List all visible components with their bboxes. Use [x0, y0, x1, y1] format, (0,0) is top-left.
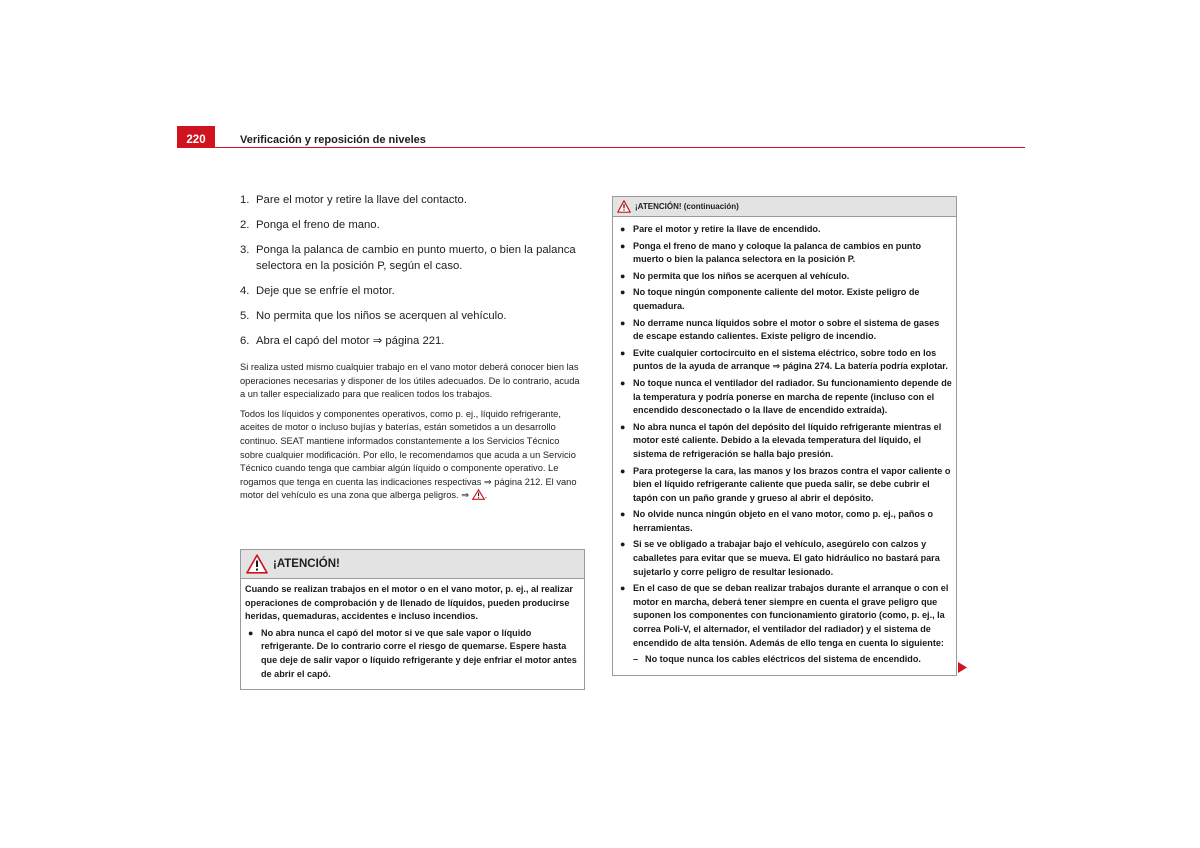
warning-body: [613, 217, 956, 672]
step-number: 5.: [240, 310, 250, 322]
warning-bullet: [617, 270, 952, 284]
warning-bullet-text: Si se ve obligado a trabajar bajo el vehículo, asegúrelo con calzos y caballetes para evitar que se mueva. El gato hidráulico no bastará para sujetarlo y corre peligro de resultar lesionado.: [633, 539, 940, 577]
procedure-steps: [240, 192, 585, 349]
warning-body: [241, 579, 584, 689]
warning-bullet: [617, 240, 952, 267]
warning-bullet-text: No abra nunca el capó del motor si ve que sale vapor o líquido refrigerante. De lo contrario corre el riesgo de quemarse. Espere hasta que deje de salir vapor o líquido refrigerante y deje enfriar el motor antes de abrir el capó.: [261, 627, 577, 679]
bullet-icon: ●: [620, 240, 626, 251]
step-number: 2.: [240, 219, 250, 231]
warning-subitem: [617, 653, 952, 667]
warning-box-header: [613, 197, 956, 217]
warning-bullet-text: No olvide nunca ningún objeto en el vano motor, como p. ej., paños o herramientas.: [633, 509, 934, 533]
warning-box-header: [241, 550, 584, 579]
step-text: Pare el motor y retire la llave del contacto.: [256, 194, 467, 206]
section-title: Verificación y reposición de niveles: [240, 134, 426, 146]
warning-bullet-text: Evite cualquier cortocircuito en el sistema eléctrico, sobre todo en los puntos de la ayuda de arranque ⇒ página 274. La batería podría explotar.: [633, 347, 948, 372]
warning-bullet: [617, 538, 952, 579]
warning-bullet: [617, 377, 952, 418]
warning-bullet-text: Para protegerse la cara, las manos y los brazos contra el vapor caliente o bien el líquido refrigerante caliente que pueda salir, se debe cubrir el tapón con un paño grande y grueso al abrir el depósito.: [633, 465, 951, 503]
warning-bullet-text: Ponga el freno de mano y coloque la palanca de cambios en punto muerto o bien la palanca selectora en la posición P.: [633, 240, 922, 265]
bullet-icon: ●: [620, 317, 626, 328]
page-header: [177, 126, 1025, 150]
step-text: Deje que se enfríe el motor.: [256, 285, 395, 297]
bullet-icon: ●: [620, 377, 626, 388]
step-item: [240, 283, 585, 299]
left-column: [240, 192, 585, 511]
warning-triangle-icon: [617, 200, 631, 218]
bullet-icon: ●: [620, 270, 626, 281]
warning-bullet-text: Pare el motor y retire la llave de encendido.: [633, 224, 821, 234]
step-item: [240, 192, 585, 208]
bullet-icon: ●: [620, 224, 626, 234]
bullet-icon: ●: [620, 465, 626, 476]
warning-bullet: [617, 347, 952, 374]
warning-bullet-text: No derrame nunca líquidos sobre el motor o sobre el sistema de gases de escape estando calientes. Existe peligro de incendio.: [633, 317, 940, 342]
header-rule: [215, 147, 1025, 148]
warning-title: ¡ATENCIÓN!: [273, 558, 340, 570]
warning-triangle-icon: [246, 554, 268, 579]
warning-bullet: [245, 627, 580, 681]
warning-bullet-text: No toque nunca el ventilador del radiador. Su funcionamiento depende de la temperatura y podría ponerse en marcha de repente (incluso con el encendido desconectado o la llave de encendido extraída).: [633, 377, 952, 416]
step-number: 1.: [240, 194, 250, 206]
bullet-icon: ●: [620, 287, 626, 298]
page-number: 220: [177, 126, 215, 148]
body-paragraph: Si realiza usted mismo cualquier trabajo en el vano motor deberá conocer bien las operaciones necesarias y disponer de los útiles adecuados. De lo contrario, acuda a un taller especializado para que realicen todos los trabajos.: [240, 362, 580, 400]
step-number: 4.: [240, 285, 250, 297]
warning-bullet: [617, 582, 952, 650]
continue-arrow-icon: [958, 660, 967, 678]
step-number: 3.: [240, 244, 250, 256]
step-text: Ponga el freno de mano.: [256, 219, 380, 231]
warning-bullet: [617, 421, 952, 462]
warning-box: [240, 549, 585, 690]
step-text: No permita que los niños se acerquen al vehículo.: [256, 310, 507, 322]
warning-subitem-text: No toque nunca los cables eléctricos del sistema de encendido.: [645, 654, 921, 665]
bullet-icon: ●: [248, 627, 254, 638]
bullet-icon: ●: [620, 347, 626, 358]
warning-bullet-text: En el caso de que se deban realizar trabajos durante el arranque o con el motor en marcha, deberá tener siempre en cuenta el grave peligro que suponen los componentes con funcionamiento giratorio (como, p. ej., la correa Poli-V, el alternador, el ventilador del radiador) y el sistema de encendido de alta tensión. Además de ello tenga en cuenta lo siguiente:: [633, 583, 949, 648]
step-item: [240, 333, 585, 349]
warning-bullet: [617, 508, 952, 535]
step-item: [240, 217, 585, 233]
warning-bullet-text: No toque ningún componente caliente del motor. Existe peligro de quemadura.: [633, 287, 920, 311]
bullet-icon: ●: [620, 539, 626, 550]
warning-bullet: [617, 286, 952, 313]
bullet-icon: ●: [620, 583, 626, 594]
warning-bullet: [617, 317, 952, 344]
body-paragraph-text: Todos los líquidos y componentes operativos, como p. ej., líquido refrigerante, aceites de motor o incluso bujías y baterías, están sometidos a un desarrollo continuo. SEAT mantiene informados constantemente a los Servicios Técnico sobre cualquier modificación. Por ello, le recomendamos que acuda a un Servicio Técnico cuando tenga que cambiar algún líquido o componente operativo. Le rogamos que tenga en cuenta las indicaciones respectivas ⇒ página 212. El vano motor del vehículo es una zona que alberga peligros. ⇒: [240, 408, 577, 501]
warning-box-continuation: [612, 196, 957, 676]
bullet-icon: ●: [620, 509, 626, 520]
step-text: Abra el capó del motor ⇒ página 221.: [256, 335, 445, 347]
warning-title: ¡ATENCIÓN! (continuación): [635, 202, 739, 211]
warning-bullet: [617, 223, 952, 237]
warning-bullet-text: No permita que los niños se acerquen al vehículo.: [633, 270, 850, 281]
warning-bullet-text: No abra nunca el tapón del depósito del líquido refrigerante mientras el motor esté caliente. Debido a la elevada temperatura del líquido, el sistema de refrigeración se halla bajo presión.: [633, 421, 942, 459]
step-item: [240, 242, 585, 274]
step-text: Ponga la palanca de cambio en punto muerto, o bien la palanca selectora en la posición P, según el caso.: [256, 244, 576, 272]
warning-triangle-icon: [472, 489, 485, 505]
step-item: [240, 308, 585, 324]
step-number: 6.: [240, 335, 250, 347]
warning-bullet: [617, 465, 952, 506]
warning-intro: Cuando se realizan trabajos en el motor o en el vano motor, p. ej., al realizar operaciones de comprobación y de llenado de líquidos, pueden producirse heridas, quemaduras, accidentes e incluso incendios.: [245, 584, 573, 622]
bullet-icon: ●: [620, 421, 626, 432]
body-paragraph: Todos los líquidos y componentes operativos, como p. ej., líquido refrigerante, aceites de motor o incluso bujías y baterías, están sometidos a un desarrollo continuo. SEAT mantiene informados constantemente a los Servicios Técnico sobre cualquier modificación. Por ello, le recomendamos que acuda a un Servicio Técnico cuando tenga que cambiar algún líquido o componente operativo. Le rogamos que tenga en cuenta las indicaciones respectivas ⇒ página 212. El vano motor del vehículo es una zona que alberga peligros. ⇒ .: [240, 408, 585, 505]
dash-icon: –: [633, 654, 639, 665]
